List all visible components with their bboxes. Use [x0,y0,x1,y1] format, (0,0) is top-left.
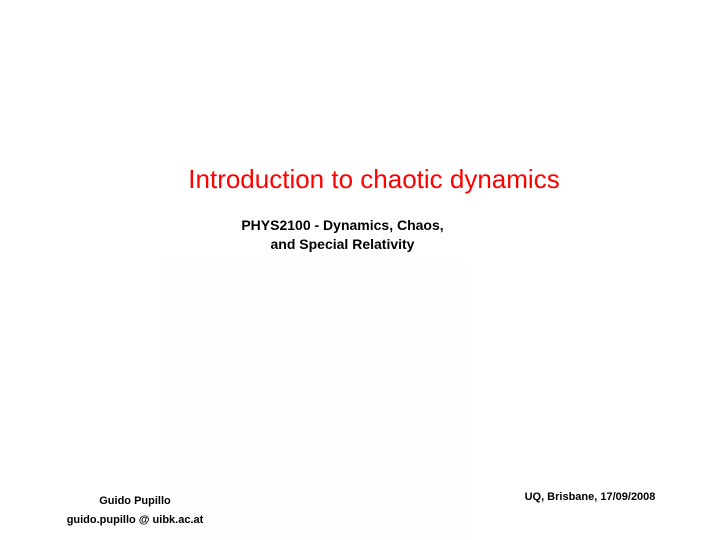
slide-subtitle [190,216,495,254]
venue-date: UQ, Brisbane, 17/09/2008 [524,491,656,503]
slide-title: Introduction to chaotic dynamics [188,164,560,194]
author-email: guido.pupillo @ uibk.ac.at [66,514,204,526]
author-block [40,492,230,530]
subtitle-line-1: PHYS2100 - Dynamics, Chaos, [241,217,444,233]
subtitle-line-2: and Special Relativity [270,236,415,252]
author-name: Guido Pupillo [99,495,171,507]
